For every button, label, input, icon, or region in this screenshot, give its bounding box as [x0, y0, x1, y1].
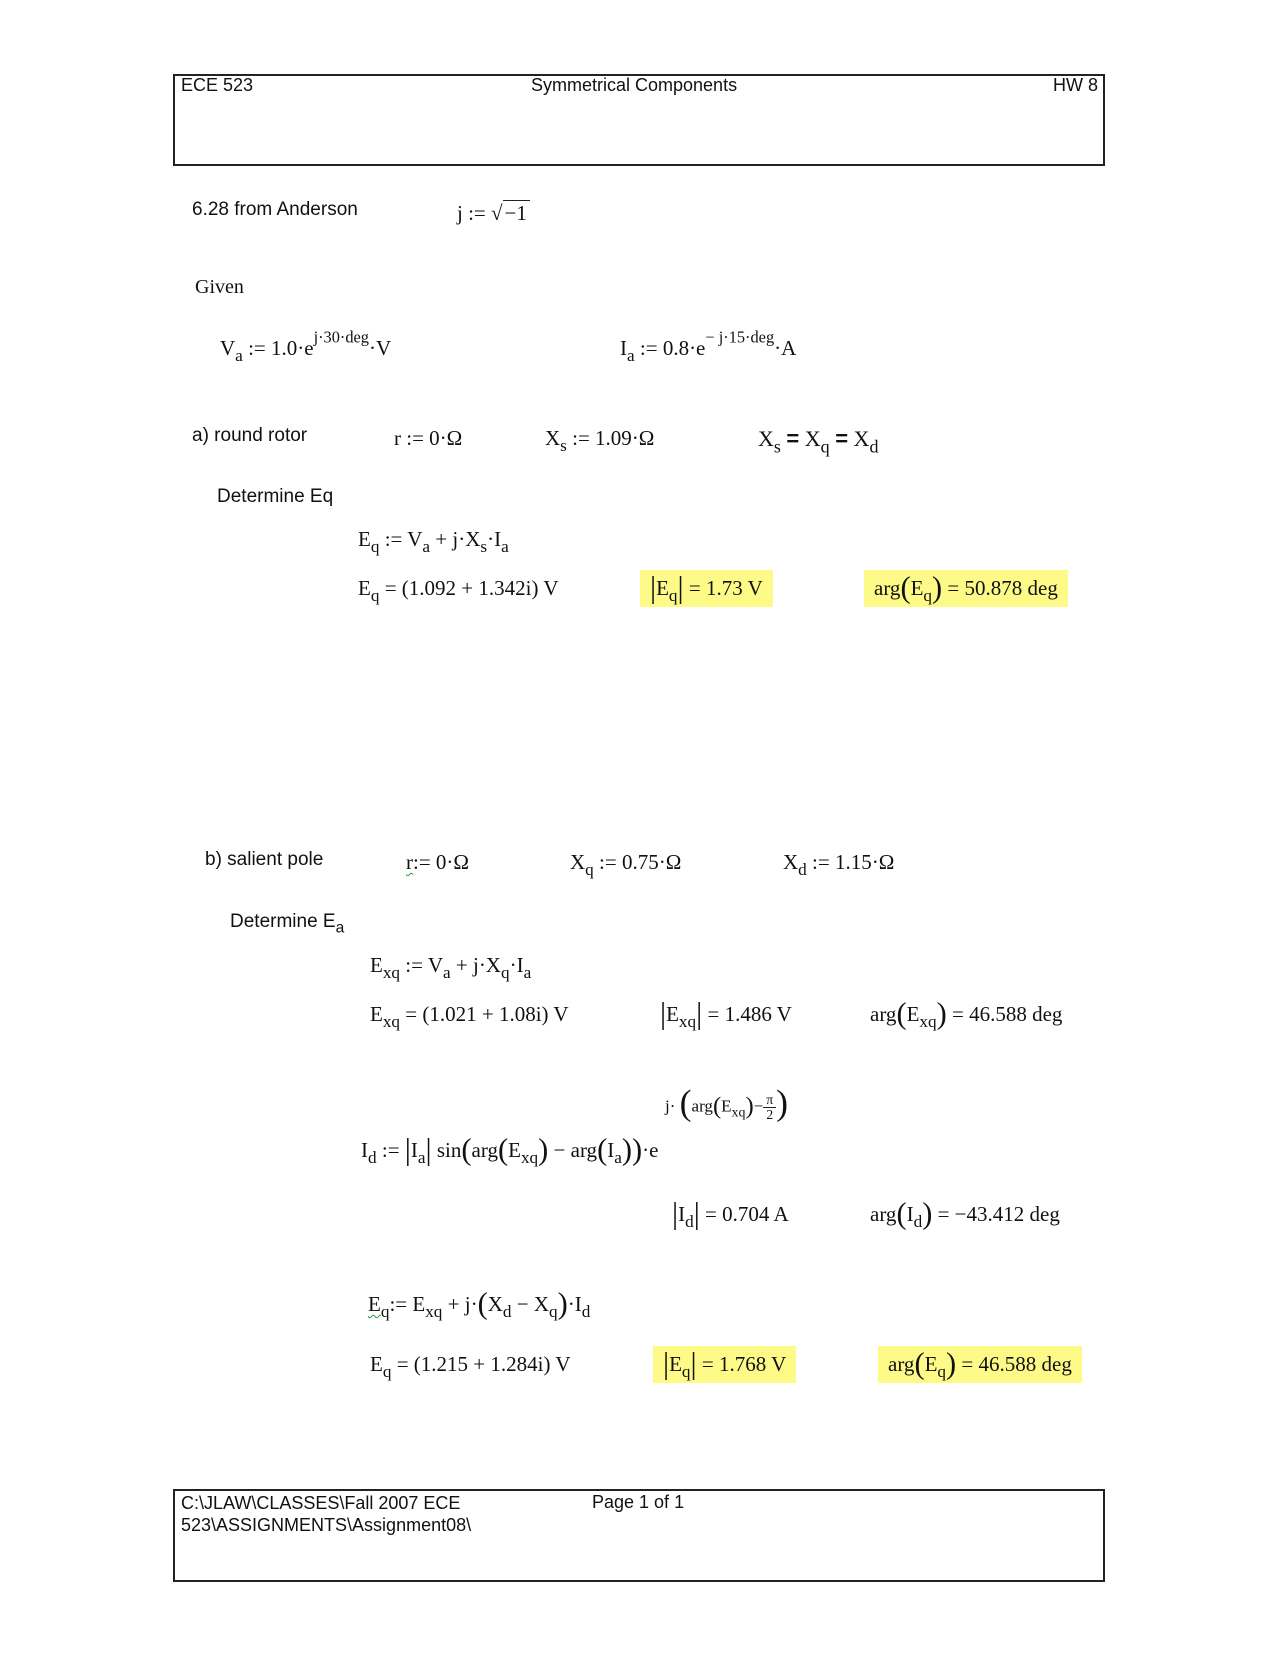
part-b-id-angle-text: −43.412 deg [954, 1202, 1060, 1226]
part-a-eq-angle: $arg(E_q) = 50.878$ deg [864, 570, 1068, 607]
part-b-exq-value-text: (1.021 + 1.08i) V [422, 1002, 569, 1026]
part-b-r: r:= 0·Ω [406, 850, 470, 874]
part-b-id-angle: $arg(I_d) = -43.412$ deg [870, 1196, 1060, 1232]
part-a-r: r := 0·Ω [394, 426, 463, 450]
part-a-eq-value-text: (1.092 + 1.342i) V [401, 576, 559, 600]
part-b-exq-value: $E_{xq} = (1.021 + 1.08i)$ V [370, 1002, 569, 1032]
given-label: Given [195, 276, 244, 298]
problem-source: 6.28 from Anderson [192, 199, 358, 220]
va-definition: $V_a$ := $1.0\cdot e^{j\cdot 30\cdot deg}\cdot V$ [220, 327, 392, 366]
footer-path: C:\JLAW\CLASSES\Fall 2007 ECE 523\ASSIGNMENTS\Assignment08\ [181, 1493, 472, 1535]
part-b-eq-angle: $arg(E_q) = 46.588$ deg [878, 1346, 1082, 1383]
part-b-eq-angle-text: 46.588 deg [978, 1352, 1072, 1376]
header-title: Symmetrical Components [531, 75, 738, 95]
part-b-id-magnitude-text: 0.704 A [722, 1202, 789, 1226]
ia-definition: $I_a$ := $0.8\cdot e^{- j\cdot 15\cdot deg}\cdot A$ [620, 327, 797, 366]
part-b-xd: $X_d$ := 1.15·Ω [783, 850, 895, 880]
part-a-xs: $X_s$ := 1.09·Ω [545, 426, 655, 456]
header-course: ECE 523 [181, 75, 254, 95]
part-b-exq-angle: $arg(E_{xq}) = 46.588$ deg [870, 996, 1063, 1032]
part-b-id-magnitude: $|I_d| = 0.704$ A [672, 1196, 789, 1232]
part-a-determine: Determine Eq [217, 486, 334, 507]
part-b-exq-definition: $E_{xq}$ := $V_a + j\cdot X_q\cdot I_a$ [370, 953, 532, 983]
part-b-id-definition: $I_d$ := $|I_a|$ $\sin(arg(E_{xq}) - arg(I_a))\cdot e$ [361, 1132, 659, 1168]
part-b-label: b) salient pole [205, 849, 324, 870]
part-a-label: a) round rotor [192, 425, 308, 446]
part-a-eq-angle-text: 50.878 deg [964, 576, 1058, 600]
part-b-exq-angle-text: 46.588 deg [969, 1002, 1063, 1026]
part-b-eq-magnitude: $|E_q| = 1.768$ V [653, 1346, 796, 1383]
part-b-exq-magnitude-text: 1.486 V [724, 1002, 792, 1026]
part-b-eq-definition: $E_q:= E_{xq} + j\cdot(X_d - X_q)\cdot I_d$ [368, 1286, 591, 1322]
part-a-eq-definition: $E_q$ := $V_a + j\cdot X_s\cdot I_a$ [358, 527, 509, 557]
part-b-eq-value-text: (1.215 + 1.284i) V [413, 1352, 571, 1376]
j-definition: j := √−1 [457, 200, 530, 226]
part-b-determine: Determine $E_a$ [230, 911, 345, 937]
part-a-relation: $X_s = X_q = X_d$ [758, 426, 879, 457]
footer-page: Page 1 of 1 [592, 1492, 685, 1512]
part-a-eq-magnitude-text: 1.73 V [705, 576, 763, 600]
header-assignment: HW 8 [1053, 75, 1098, 95]
part-b-eq-magnitude-text: 1.768 V [718, 1352, 787, 1376]
part-b-eq-value: $E_q = (1.215 + 1.284i)$ V [370, 1352, 571, 1382]
part-b-xq: $X_q$ := 0.75·Ω [570, 850, 682, 880]
part-a-eq-magnitude: $|E_q| = 1.73$ V [640, 570, 773, 607]
part-b-id-exponent: $j\cdot (arg(E_{xq})-$ $\frac{\pi}{2}$ ) [665, 1082, 789, 1123]
part-b-exq-magnitude: $|E_{xq}| = 1.486$ V [660, 996, 792, 1032]
part-a-eq-value: $E_q = (1.092 + 1.342i)$ V [358, 576, 559, 606]
